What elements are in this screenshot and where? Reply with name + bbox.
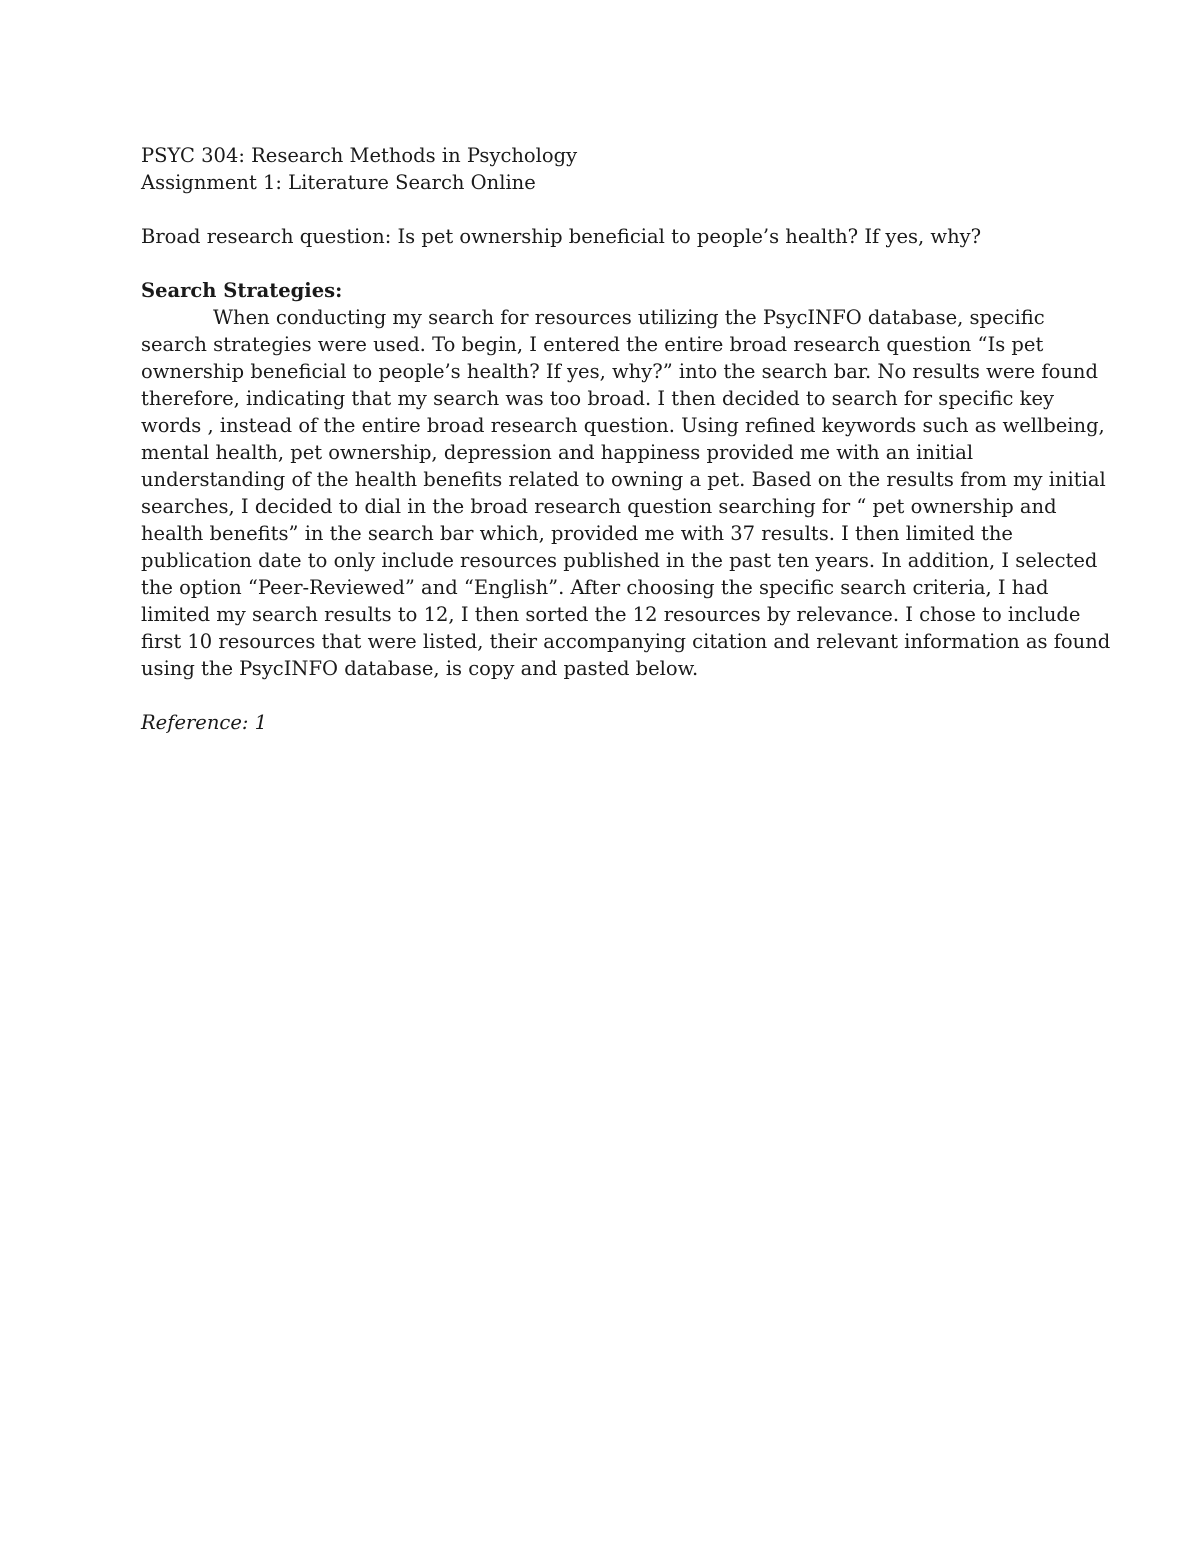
blank-line <box>141 250 1061 277</box>
paragraph-line: therefore, indicating that my search was too broad. I then decided to search for specific key <box>141 387 1054 410</box>
paragraph-line: understanding of the health benefits related to owning a pet. Based on the results from my initial <box>141 468 1106 491</box>
paragraph-line: limited my search results to 12, I then sorted the 12 resources by relevance. I chose to include <box>141 603 1081 626</box>
assignment-title: Assignment 1: Literature Search Online <box>141 171 536 194</box>
paragraph-line: ownership beneficial to people’s health? If yes, why?” into the search bar. No results were found <box>141 360 1098 383</box>
research-question: Broad research question: Is pet ownership beneficial to people’s health? If yes, why? <box>141 225 982 248</box>
paragraph-line: mental health, pet ownership, depression and happiness provided me with an initial <box>141 441 974 464</box>
course-title: PSYC 304: Research Methods in Psychology <box>141 144 578 167</box>
search-strategies-paragraph <box>141 304 1111 682</box>
paragraph-line: first 10 resources that were listed, their accompanying citation and relevant information as found <box>141 630 1111 653</box>
paragraph-line: the option “Peer-Reviewed” and “English”. After choosing the specific search criteria, I had <box>141 576 1049 599</box>
reference-label: Reference: 1 <box>141 711 268 734</box>
section-heading: Search Strategies: <box>141 279 343 302</box>
paragraph-line: searches, I decided to dial in the broad research question searching for “ pet ownership and <box>141 495 1057 518</box>
document-body <box>141 142 1111 736</box>
paragraph-line: using the PsycINFO database, is copy and pasted below. <box>141 657 699 680</box>
blank-line <box>141 682 1061 709</box>
paragraph-line: When conducting my search for resources utilizing the PsycINFO database, specific <box>213 306 1045 329</box>
blank-line <box>141 196 1061 223</box>
paragraph-line: publication date to only include resources published in the past ten years. In addition, I selected <box>141 549 1098 572</box>
paragraph-line: search strategies were used. To begin, I entered the entire broad research question “Is pet <box>141 333 1044 356</box>
paragraph-line: words , instead of the entire broad research question. Using refined keywords such as wellbeing, <box>141 414 1105 437</box>
paragraph-line: health benefits” in the search bar which, provided me with 37 results. I then limited the <box>141 522 1013 545</box>
